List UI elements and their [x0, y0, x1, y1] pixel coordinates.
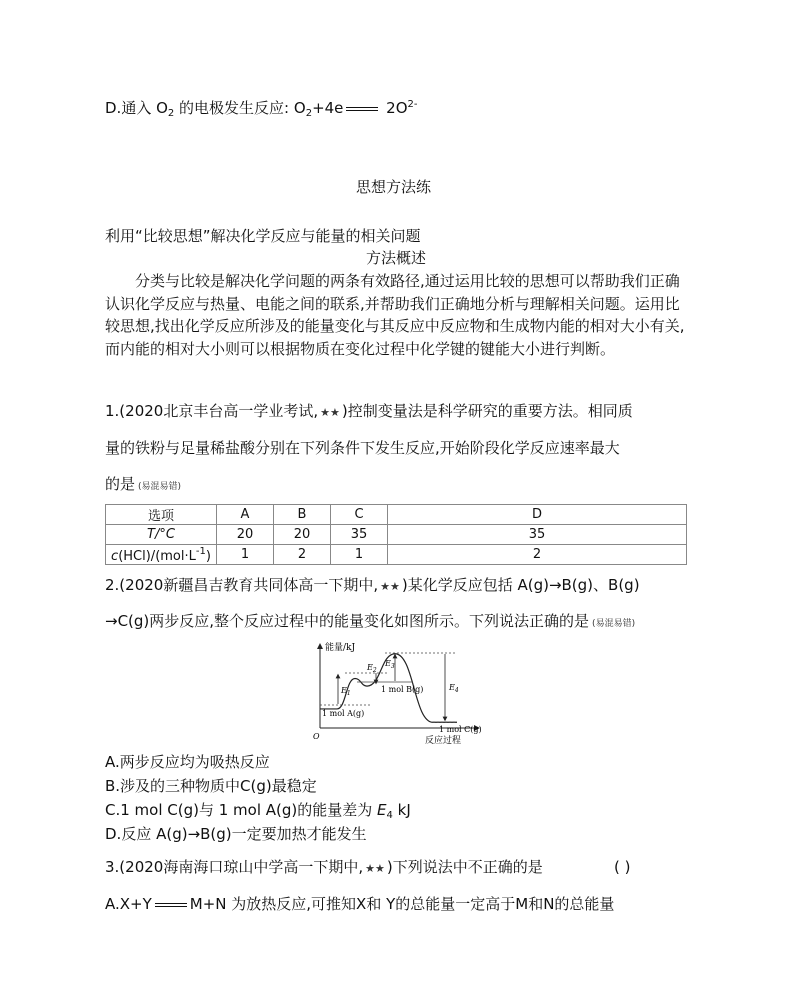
- table-row: [106, 545, 687, 565]
- label-b: 1 mol B(g): [381, 685, 424, 694]
- table-cell: 1: [331, 545, 388, 565]
- table-cell: 20: [217, 525, 274, 545]
- y-axis-label: 能量/kJ: [325, 643, 356, 653]
- label-c: 1 mol C(g): [439, 725, 482, 734]
- q2-option-a: A.两步反应均为吸热反应: [105, 753, 270, 771]
- q3-line1: 3.(2020海南海口琼山中学高一下期中, ★★ )下列说法中不正确的是: [105, 858, 543, 876]
- table-row-label: $c(HCl)/(mol\cdot L^{-1})$: [106, 545, 217, 565]
- options-table: [105, 504, 687, 565]
- e2-label: $E_2$: [367, 663, 377, 674]
- table-header-cell: C: [331, 505, 388, 525]
- table-cell: 35: [388, 525, 687, 545]
- energy-diagram: [305, 640, 495, 746]
- q1-line3: 的是 (易混易错): [105, 475, 182, 493]
- q2-option-b: B.涉及的三种物质中C(g)最稳定: [105, 777, 317, 795]
- table-cell: 1: [217, 545, 274, 565]
- equals-sign: [346, 107, 378, 111]
- label-a: 1 mol A(g): [322, 709, 365, 718]
- q2-option-d: D.反应 A(g)→B(g)一定要加热才能发生: [105, 825, 367, 843]
- x-axis-label: 反应过程: [425, 736, 462, 746]
- table-cell: 35: [331, 525, 388, 545]
- table-header-cell: 选项: [106, 505, 217, 525]
- section-title: 思想方法练: [356, 178, 432, 196]
- q1-line1: 1.(2020北京丰台高一学业考试, ★★ )控制变量法是科学研究的重要方法。相同质: [105, 402, 633, 420]
- q1-line2: 量的铁粉与足量稀盐酸分别在下列条件下发生反应,开始阶段化学反应速率最大: [105, 439, 620, 457]
- q2-line1: 2.(2020新疆昌吉教育共同体高一下期中, ★★ )某化学反应包括 A(g)→B(g)、B(g): [105, 576, 640, 594]
- difficulty-star-icon: ★★: [320, 406, 340, 419]
- difficulty-star-icon: ★★: [380, 580, 400, 593]
- topic-title: 利用“比较思想”解决化学反应与能量的相关问题: [105, 227, 421, 245]
- e1-label: $E_1$: [341, 686, 351, 697]
- overview-title: 方法概述: [366, 249, 427, 267]
- equals-sign: [155, 903, 187, 907]
- table-header-cell: D: [388, 505, 687, 525]
- table-row: [106, 525, 687, 545]
- origin-label: O: [313, 732, 320, 741]
- table-cell: 2: [388, 545, 687, 565]
- q1-tag: (易混易错): [138, 482, 182, 492]
- option-d-electrode-reaction: D.通入 $O_2$ 的电极发生反应: $O_2+4e$ $2O^{2-}$: [105, 99, 418, 119]
- q3-option-a: A.X+Y M+N 为放热反应,可推知X和 Y的总能量一定高于M和N的总能量: [105, 895, 615, 913]
- difficulty-star-icon: ★★: [365, 862, 385, 875]
- e3-label: $E_3$: [385, 659, 395, 670]
- table-cell: 20: [274, 525, 331, 545]
- overview-text: 分类与比较是解决化学问题的两条有效路径,通过运用比较的思想可以帮助我们正确认识化学反应与热量、电能之间的联系,并帮助我们正确地分析与理解相关问题。运用比较思想,找出化学反应所涉及的能量变化与其反应中反应物和生成物内能的相对大小有关,而内能的相对大小则可以根据物质在变化过程中化学键的键能大小进行判断。: [105, 272, 685, 358]
- table-header-cell: B: [274, 505, 331, 525]
- q2-line2: →C(g)两步反应,整个反应过程中的能量变化如图所示。下列说法正确的是 (易混易错): [105, 612, 636, 630]
- q2-tag: (易混易错): [592, 619, 636, 629]
- table-row: [106, 505, 687, 525]
- e4-label: $E_4$: [449, 683, 459, 694]
- table-header-cell: A: [217, 505, 274, 525]
- table-cell: 2: [274, 545, 331, 565]
- table-row-label: T/°C: [106, 525, 217, 545]
- q2-option-c: C.1 mol C(g)与 1 mol A(g)的能量差为 $E_4$ kJ: [105, 801, 411, 821]
- q3-answer-paren: ( ): [614, 858, 631, 876]
